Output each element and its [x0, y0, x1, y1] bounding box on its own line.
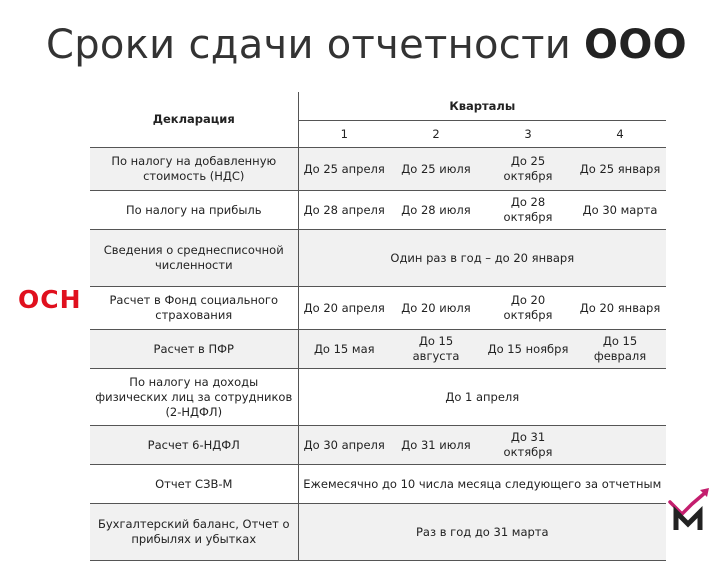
declaration-name: Расчет 6-НДФЛ [90, 426, 298, 465]
quarter-number: 3 [482, 121, 574, 148]
table-row [90, 191, 666, 230]
declaration-name: Сведения о среднесписочной численности [90, 230, 298, 287]
declaration-name: По налогу на добавленную стоимость (НДС) [90, 148, 298, 191]
declaration-name: Расчет в Фонд социального страхования [90, 287, 298, 330]
declaration-name: По налогу на доходы физических лиц за сотрудников (2-НДФЛ) [90, 369, 298, 426]
deadline-cell: До 20 октября [482, 287, 574, 330]
table-row [90, 287, 666, 330]
page-title [46, 22, 687, 68]
deadline-span: Один раз в год – до 20 января [298, 230, 666, 287]
deadline-span: Ежемесячно до 10 числа месяца следующего за отчетным [298, 465, 666, 504]
table-row [90, 369, 666, 426]
deadline-cell: До 30 марта [574, 191, 666, 230]
deadline-cell: До 25 июля [390, 148, 482, 191]
declaration-name: Бухгалтерский баланс, Отчет о прибылях и убытках [90, 504, 298, 561]
deadline-cell: До 28 июля [390, 191, 482, 230]
table-row [90, 148, 666, 191]
deadline-cell: До 25 октября [482, 148, 574, 191]
table-row [90, 465, 666, 504]
deadline-cell: До 15 августа [390, 330, 482, 369]
deadline-cell: До 25 апреля [298, 148, 390, 191]
logo-m-arrow-icon [668, 484, 712, 532]
deadline-cell: До 20 июля [390, 287, 482, 330]
deadline-cell: До 28 апреля [298, 191, 390, 230]
deadline-cell: До 15 ноября [482, 330, 574, 369]
table-row [90, 504, 666, 561]
deadline-cell: До 20 апреля [298, 287, 390, 330]
deadline-cell: До 25 января [574, 148, 666, 191]
deadlines-table [90, 92, 666, 561]
tax-regime-label: ОСН [18, 285, 82, 314]
quarter-number: 1 [298, 121, 390, 148]
deadline-cell [574, 426, 666, 465]
quarter-number: 4 [574, 121, 666, 148]
deadline-cell: До 30 апреля [298, 426, 390, 465]
deadline-cell: До 15 мая [298, 330, 390, 369]
deadline-cell: До 28 октября [482, 191, 574, 230]
table-row [90, 426, 666, 465]
deadline-span: Раз в год до 31 марта [298, 504, 666, 561]
table-row [90, 330, 666, 369]
deadline-cell: До 15 февраля [574, 330, 666, 369]
table-header-row [90, 92, 666, 121]
declaration-name: Отчет СЗВ-М [90, 465, 298, 504]
deadline-cell: До 20 января [574, 287, 666, 330]
declaration-name: По налогу на прибыль [90, 191, 298, 230]
declaration-name: Расчет в ПФР [90, 330, 298, 369]
deadline-cell: До 31 июля [390, 426, 482, 465]
quarter-number: 2 [390, 121, 482, 148]
header-declaration: Декларация [90, 92, 298, 148]
deadline-span: До 1 апреля [298, 369, 666, 426]
table-row [90, 230, 666, 287]
title-bold: ООО [584, 22, 687, 68]
header-quarters: Кварталы [298, 92, 666, 121]
deadline-cell: До 31 октября [482, 426, 574, 465]
title-regular: Сроки сдачи отчетности [46, 22, 585, 68]
